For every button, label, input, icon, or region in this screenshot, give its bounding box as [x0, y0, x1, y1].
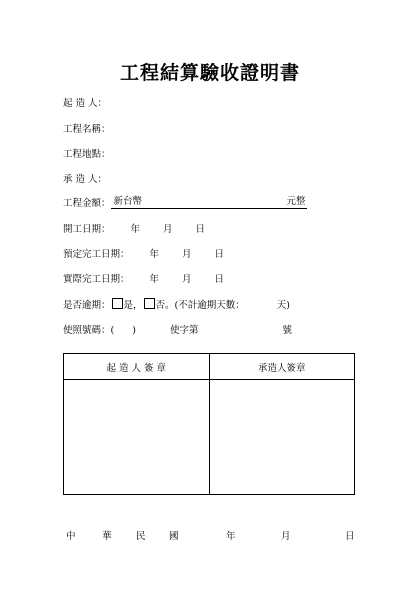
planned-completion-month: 月	[182, 249, 192, 260]
overdue-yes-label: 是，	[123, 300, 143, 311]
project-name-row	[63, 121, 111, 135]
start-date-label: 開工日期：	[63, 224, 111, 235]
amount-row	[63, 195, 307, 209]
signature-table	[63, 353, 355, 495]
overdue-no-checkbox[interactable]	[144, 298, 155, 309]
start-date-day: 日	[195, 224, 206, 235]
footer-year: 年	[226, 531, 236, 542]
planned-completion-row	[63, 246, 224, 260]
overdue-no-label: 否。(不計逾期天數：	[155, 300, 245, 311]
license-number-suffix: 號	[282, 325, 292, 336]
amount-underline	[111, 197, 307, 209]
planned-completion-year: 年	[149, 249, 160, 260]
start-date-year: 年	[130, 224, 141, 235]
contractor-label: 承 造 人：	[63, 174, 108, 185]
project-name-label: 工程名稱：	[63, 124, 111, 135]
license-paren-close: )	[132, 325, 136, 336]
builder-signature-cell[interactable]	[64, 380, 210, 495]
actual-completion-month: 月	[182, 274, 192, 285]
planned-completion-label: 預定完工日期：	[63, 249, 130, 260]
amount-prefix: 新台幣	[113, 196, 143, 207]
actual-completion-day: 日	[214, 274, 225, 285]
footer-char-4: 國	[169, 531, 179, 542]
footer-day: 日	[345, 531, 355, 542]
license-row	[63, 322, 292, 336]
builder-signature-header: 起 造 人 簽 章	[64, 354, 210, 380]
contractor-row	[63, 171, 107, 185]
builder-label: 起 造 人：	[63, 98, 108, 109]
project-location-row	[63, 146, 111, 160]
project-location-label: 工程地點：	[63, 149, 111, 160]
footer-month: 月	[281, 531, 291, 542]
actual-completion-row	[63, 271, 224, 285]
overdue-label: 是否逾期：	[63, 300, 111, 311]
license-label: 使照號碼：(	[63, 325, 115, 336]
contractor-signature-header: 承造人簽章	[209, 354, 355, 380]
document-title: 工程結算驗收證明書	[119, 62, 300, 84]
overdue-row	[63, 297, 290, 311]
amount-label: 工程金額：	[63, 198, 111, 209]
footer-char-3: 民	[136, 531, 146, 542]
overdue-days-unit: 天)	[276, 300, 290, 311]
start-date-month: 月	[163, 224, 173, 235]
builder-row	[63, 95, 107, 109]
start-date-row	[63, 221, 205, 235]
overdue-yes-checkbox[interactable]	[112, 298, 123, 309]
planned-completion-day: 日	[214, 249, 225, 260]
actual-completion-label: 實際完工日期：	[63, 274, 130, 285]
footer-char-2: 華	[102, 531, 112, 542]
license-word-prefix: 使字第	[169, 325, 199, 336]
footer-char-1: 中	[66, 531, 76, 542]
contractor-signature-cell[interactable]	[209, 380, 355, 495]
amount-unit: 元整	[286, 196, 306, 207]
actual-completion-year: 年	[149, 274, 160, 285]
